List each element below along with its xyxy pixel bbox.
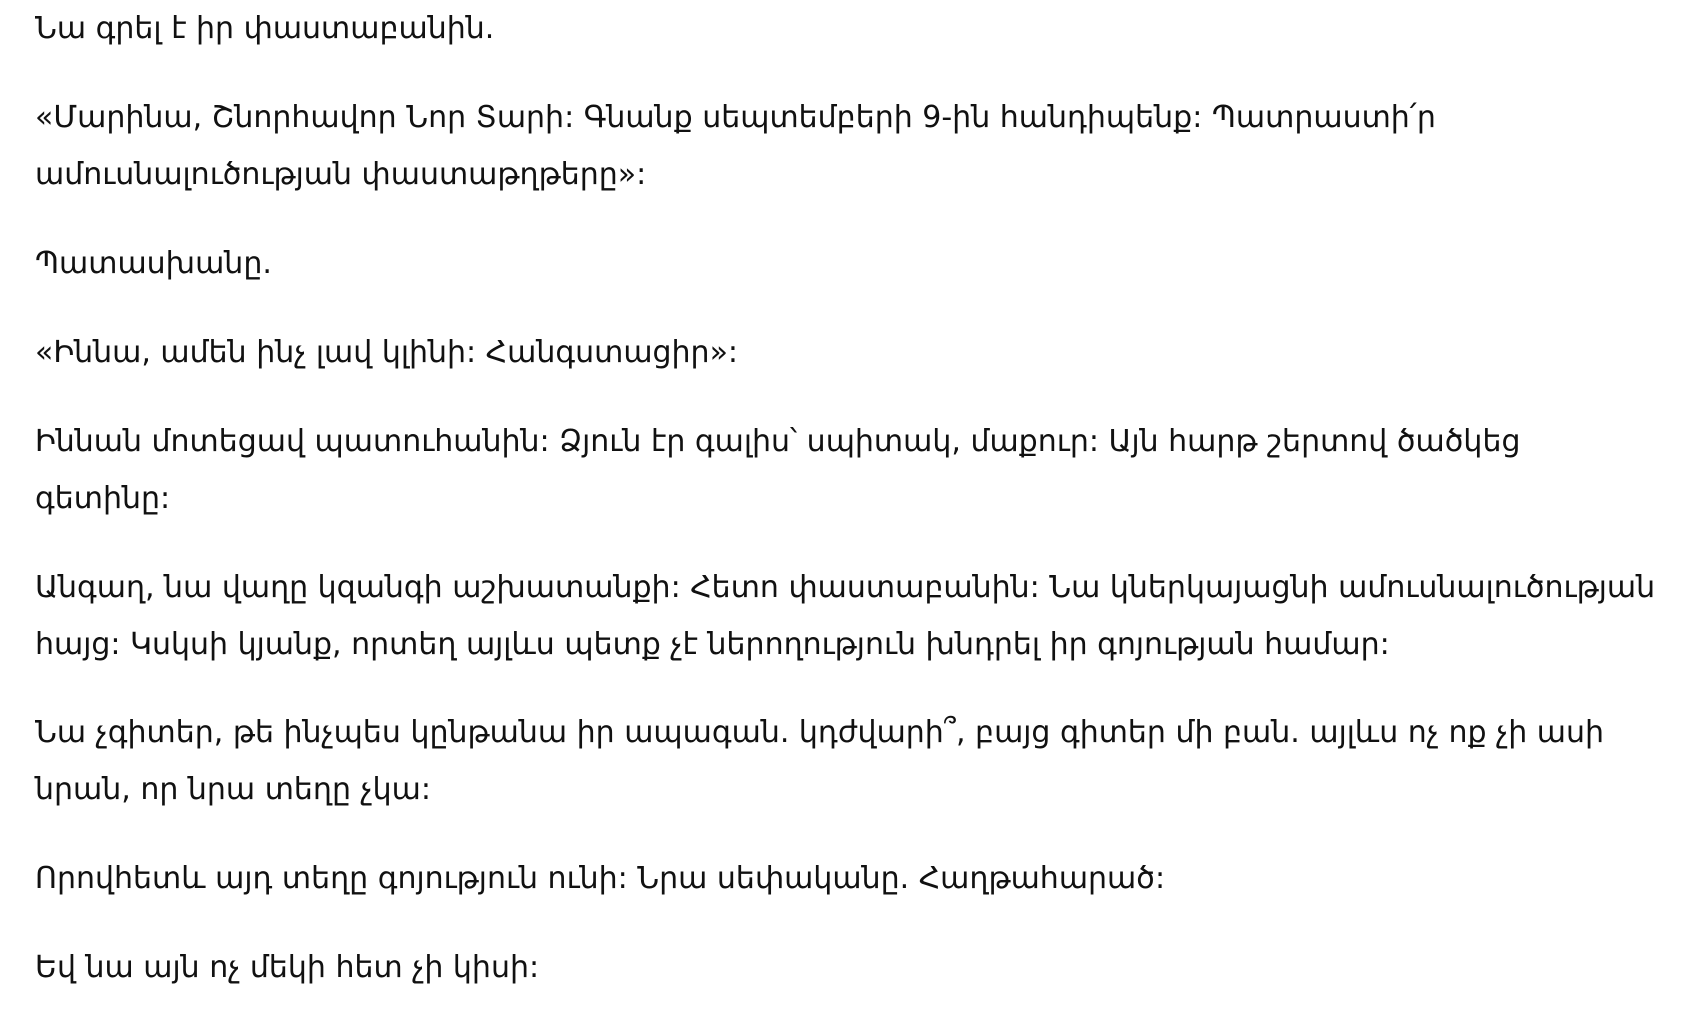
paragraph-9: [35, 939, 539, 996]
paragraph-line: Պատասխանը.: [35, 246, 272, 281]
paragraph-2: [35, 89, 1595, 203]
paragraph-8: [35, 850, 1165, 907]
paragraph-line: «Իննա, ամեն ինչ լավ կլինի: Հանգստացիր»:: [35, 335, 739, 370]
paragraph-line: Անգաղ, նա վաղը կզանգի աշխատանքի: Հետո փաստաբանին: Նա կներկայացնի ամուսնալուծության: [35, 570, 1656, 605]
paragraph-line: ամուսնալուծության փաստաթղթերը»:: [35, 157, 647, 192]
paragraph-line: Եվ նա այն ոչ մեկի հետ չի կիսի:: [35, 950, 540, 985]
paragraph-line: Նա գրել է իր փաստաբանին.: [35, 11, 495, 46]
paragraph-line: հայց: Կսկսի կյանք, որտեղ այլևս պետք չէ ներողություն խնդրել իր գոյության համար:: [35, 627, 1390, 662]
paragraph-line: Իննան մոտեցավ պատուհանին: Ձյուն էր գալիս՝ սպիտակ, մաքուր: Այն հարթ շերտով ծածկեց: [35, 424, 1521, 459]
paragraph-line: «Մարինա, Շնորհավոր Նոր Տարի: Գնանք սեպտեմբերի 9-ին հանդիպենք: Պատրաստի՛ր: [35, 100, 1436, 135]
paragraph-3: [35, 235, 272, 292]
paragraph-5: [35, 413, 1595, 527]
paragraph-line: Որովհետև այդ տեղը գոյություն ունի: Նրա սեփականը. Հաղթահարած:: [35, 861, 1166, 896]
paragraph-line: գետինը:: [35, 481, 171, 516]
paragraph-4: [35, 324, 738, 381]
paragraph-1: [35, 0, 494, 57]
paragraph-line: Նա չգիտեր, թե ինչպես կընթանա իր ապագան. կդժվարի՞, բայց գիտեր մի բան. այլևս ոչ ոք չի ասի: [35, 715, 1605, 750]
paragraph-7: [35, 704, 1605, 818]
paragraph-6: [35, 559, 1655, 673]
paragraph-line: նրան, որ նրա տեղը չկա:: [35, 772, 431, 807]
